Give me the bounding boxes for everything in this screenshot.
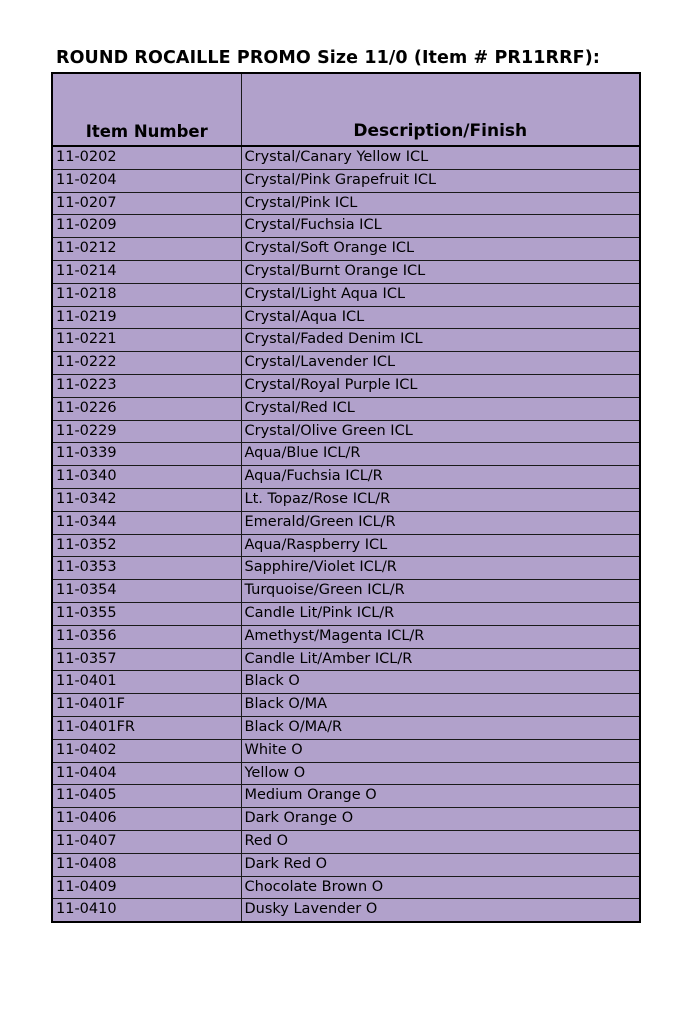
item-number-cell: 11-0356: [52, 625, 241, 648]
table-row: [52, 260, 640, 283]
item-number-cell: 11-0339: [52, 443, 241, 466]
item-number-cell: 11-0221: [52, 329, 241, 352]
item-number-cell: 11-0340: [52, 466, 241, 489]
description-cell: White O: [241, 739, 640, 762]
item-number-cell: 11-0402: [52, 739, 241, 762]
table-row: [52, 785, 640, 808]
description-cell: Crystal/Red ICL: [241, 397, 640, 420]
description-cell: Black O/MA/R: [241, 716, 640, 739]
table-row: [52, 215, 640, 238]
table-row: [52, 488, 640, 511]
table-header-row: [52, 73, 640, 146]
description-cell: Candle Lit/Amber ICL/R: [241, 648, 640, 671]
item-number-cell: 11-0342: [52, 488, 241, 511]
item-number-cell: 11-0222: [52, 352, 241, 375]
table-row: [52, 374, 640, 397]
table-row: [52, 306, 640, 329]
item-number-cell: 11-0353: [52, 557, 241, 580]
item-number-cell: 11-0219: [52, 306, 241, 329]
item-number-cell: 11-0209: [52, 215, 241, 238]
item-number-cell: 11-0226: [52, 397, 241, 420]
table-row: [52, 762, 640, 785]
item-number-cell: 11-0202: [52, 146, 241, 169]
table-row: [52, 739, 640, 762]
item-number-cell: 11-0407: [52, 830, 241, 853]
table-row: [52, 625, 640, 648]
item-number-cell: 11-0401F: [52, 694, 241, 717]
description-cell: Crystal/Pink Grapefruit ICL: [241, 169, 640, 192]
description-cell: Crystal/Light Aqua ICL: [241, 283, 640, 306]
description-cell: Dark Orange O: [241, 808, 640, 831]
description-cell: Crystal/Burnt Orange ICL: [241, 260, 640, 283]
item-number-cell: 11-0354: [52, 580, 241, 603]
item-number-cell: 11-0344: [52, 511, 241, 534]
item-number-cell: 11-0404: [52, 762, 241, 785]
description-cell: Black O: [241, 671, 640, 694]
description-cell: Red O: [241, 830, 640, 853]
description-cell: Aqua/Raspberry ICL: [241, 534, 640, 557]
item-number-cell: 11-0355: [52, 602, 241, 625]
item-number-cell: 11-0401FR: [52, 716, 241, 739]
item-number-cell: 11-0406: [52, 808, 241, 831]
description-cell: Crystal/Lavender ICL: [241, 352, 640, 375]
item-number-cell: 11-0357: [52, 648, 241, 671]
description-cell: Medium Orange O: [241, 785, 640, 808]
item-number-cell: 11-0352: [52, 534, 241, 557]
table-row: [52, 899, 640, 922]
table-row: [52, 648, 640, 671]
table-row: [52, 853, 640, 876]
header-description-finish: Description/Finish: [241, 73, 640, 146]
table-row: [52, 146, 640, 169]
description-cell: Crystal/Soft Orange ICL: [241, 238, 640, 261]
description-cell: Emerald/Green ICL/R: [241, 511, 640, 534]
description-cell: Aqua/Fuchsia ICL/R: [241, 466, 640, 489]
description-cell: Lt. Topaz/Rose ICL/R: [241, 488, 640, 511]
description-cell: Sapphire/Violet ICL/R: [241, 557, 640, 580]
table-row: [52, 808, 640, 831]
table-row: [52, 876, 640, 899]
item-number-cell: 11-0405: [52, 785, 241, 808]
table-row: [52, 238, 640, 261]
table-row: [52, 557, 640, 580]
description-cell: Aqua/Blue ICL/R: [241, 443, 640, 466]
header-item-number: Item Number: [52, 73, 241, 146]
description-cell: Dusky Lavender O: [241, 899, 640, 922]
table-row: [52, 169, 640, 192]
description-cell: Crystal/Faded Denim ICL: [241, 329, 640, 352]
description-cell: Crystal/Fuchsia ICL: [241, 215, 640, 238]
item-number-cell: 11-0229: [52, 420, 241, 443]
table-row: [52, 511, 640, 534]
page-title: ROUND ROCAILLE PROMO Size 11/0 (Item # PR11RRF):: [56, 48, 600, 68]
table-row: [52, 466, 640, 489]
table-row: [52, 443, 640, 466]
item-number-cell: 11-0409: [52, 876, 241, 899]
description-cell: Crystal/Aqua ICL: [241, 306, 640, 329]
item-number-cell: 11-0204: [52, 169, 241, 192]
description-cell: Amethyst/Magenta ICL/R: [241, 625, 640, 648]
table-row: [52, 534, 640, 557]
table-row: [52, 671, 640, 694]
description-cell: Chocolate Brown O: [241, 876, 640, 899]
table-row: [52, 397, 640, 420]
table-row: [52, 420, 640, 443]
item-number-cell: 11-0408: [52, 853, 241, 876]
table-row: [52, 352, 640, 375]
table-row: [52, 830, 640, 853]
description-cell: Dark Red O: [241, 853, 640, 876]
description-cell: Crystal/Olive Green ICL: [241, 420, 640, 443]
item-number-cell: 11-0401: [52, 671, 241, 694]
item-number-cell: 11-0207: [52, 192, 241, 215]
table-row: [52, 602, 640, 625]
item-number-cell: 11-0212: [52, 238, 241, 261]
item-number-cell: 11-0214: [52, 260, 241, 283]
item-table: [51, 72, 641, 923]
table-body: [52, 146, 640, 922]
table-row: [52, 580, 640, 603]
description-cell: Crystal/Canary Yellow ICL: [241, 146, 640, 169]
table-row: [52, 283, 640, 306]
item-number-cell: 11-0223: [52, 374, 241, 397]
item-number-cell: 11-0410: [52, 899, 241, 922]
description-cell: Turquoise/Green ICL/R: [241, 580, 640, 603]
item-number-cell: 11-0218: [52, 283, 241, 306]
table-row: [52, 192, 640, 215]
table-row: [52, 329, 640, 352]
description-cell: Crystal/Pink ICL: [241, 192, 640, 215]
description-cell: Black O/MA: [241, 694, 640, 717]
table-row: [52, 694, 640, 717]
description-cell: Yellow O: [241, 762, 640, 785]
description-cell: Crystal/Royal Purple ICL: [241, 374, 640, 397]
description-cell: Candle Lit/Pink ICL/R: [241, 602, 640, 625]
table-row: [52, 716, 640, 739]
